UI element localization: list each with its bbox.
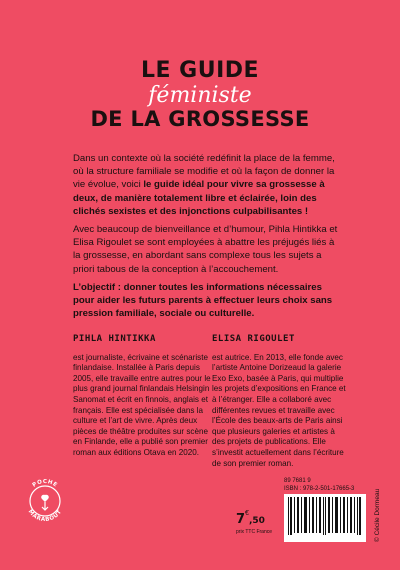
barcode-icon bbox=[284, 494, 366, 542]
barcode-code: 89 7681 9 bbox=[284, 478, 311, 484]
price-cents: ,50 bbox=[248, 516, 265, 526]
title-line-2: féministe bbox=[148, 83, 252, 108]
author-card bbox=[212, 334, 350, 469]
price-euros: 7 bbox=[236, 512, 246, 527]
pitch-paragraph-3 bbox=[73, 281, 338, 321]
book-title bbox=[0, 60, 400, 130]
title-line-3: DE LA GROSSESSE bbox=[90, 107, 310, 131]
svg-text:POCHE bbox=[32, 479, 59, 489]
illustration-credit: © Cécile Dormeau bbox=[374, 488, 381, 542]
author-name: PIHLA HINTIKKA bbox=[73, 334, 156, 344]
pitch-paragraph-2: Avec beaucoup de bienveillance et d’humour, Pihla Hintikka et Elisa Rigoulet se sont employées à abattre les préjugés liés à la grossesse, en abordant sans complexe tous les sujets a priori tabous de la conception à l’accouchement. bbox=[73, 224, 338, 275]
publisher-bottom-label: MARABOUT bbox=[26, 508, 64, 524]
publisher-logo bbox=[20, 470, 70, 540]
author-bio: est journaliste, écrivaine et scénariste finlandaise. Installée à Paris depuis 2005, elle travaille entre autres pour le plus grand journal finlandais Helsingin Sanomat et écrit en finnois, anglais et français. Elle est spécialisée dans la culture et l’art de vivre. Après deux pièces de théâtre produites sur scène en Finlande, elle a publié son premier roman aux éditions Otava en 2020. bbox=[73, 352, 211, 457]
price-note: prix TTC France bbox=[236, 529, 273, 535]
publisher-top-label: POCHE bbox=[31, 478, 59, 489]
author-name: ELISA RIGOULET bbox=[212, 334, 295, 344]
pitch-objective: L’objectif : donner toutes les informations nécessaires pour aider les futurs parents à effectuer leurs choix sans pression familiale, sociale ou culturelle. bbox=[73, 281, 333, 320]
price-currency: € bbox=[245, 510, 249, 517]
pitch-p1-emphasis: le guide idéal pour vivre sa grossesse à deux, de manière totalement libre et éclairée, loin des clichés sexistes et des injonctions culpabilisantes ! bbox=[73, 179, 325, 217]
author-bio: est autrice. En 2013, elle fonde avec l’artiste Antoine Dorizeaud la galerie Exo Exo, basée à Paris, qui multiplie les projets d’expositions en France et à l’étranger. Elle a collaboré avec différentes revues et travaille avec l’École des beaux-arts de Paris ainsi que plusieurs galeries et artistes à des projets de publications. Elle s’investit actuellement dans l’écriture de son premier roman. bbox=[212, 352, 346, 468]
price-tag bbox=[236, 510, 272, 535]
pitch-p1-text: Dans un contexte où la société redéfinit la place de la femme, où la structure familiale se modifie et où la façon de donner la vie évolue, voici bbox=[73, 153, 335, 191]
author-card bbox=[73, 334, 211, 459]
barcode-block bbox=[284, 478, 366, 542]
marabout-poche-icon bbox=[20, 470, 70, 540]
pitch-paragraph-1 bbox=[73, 152, 338, 218]
isbn: ISBN : 978-2-501-17665-3 bbox=[284, 486, 355, 492]
title-line-1: LE GUIDE bbox=[140, 58, 260, 83]
back-cover-pitch bbox=[73, 152, 338, 325]
